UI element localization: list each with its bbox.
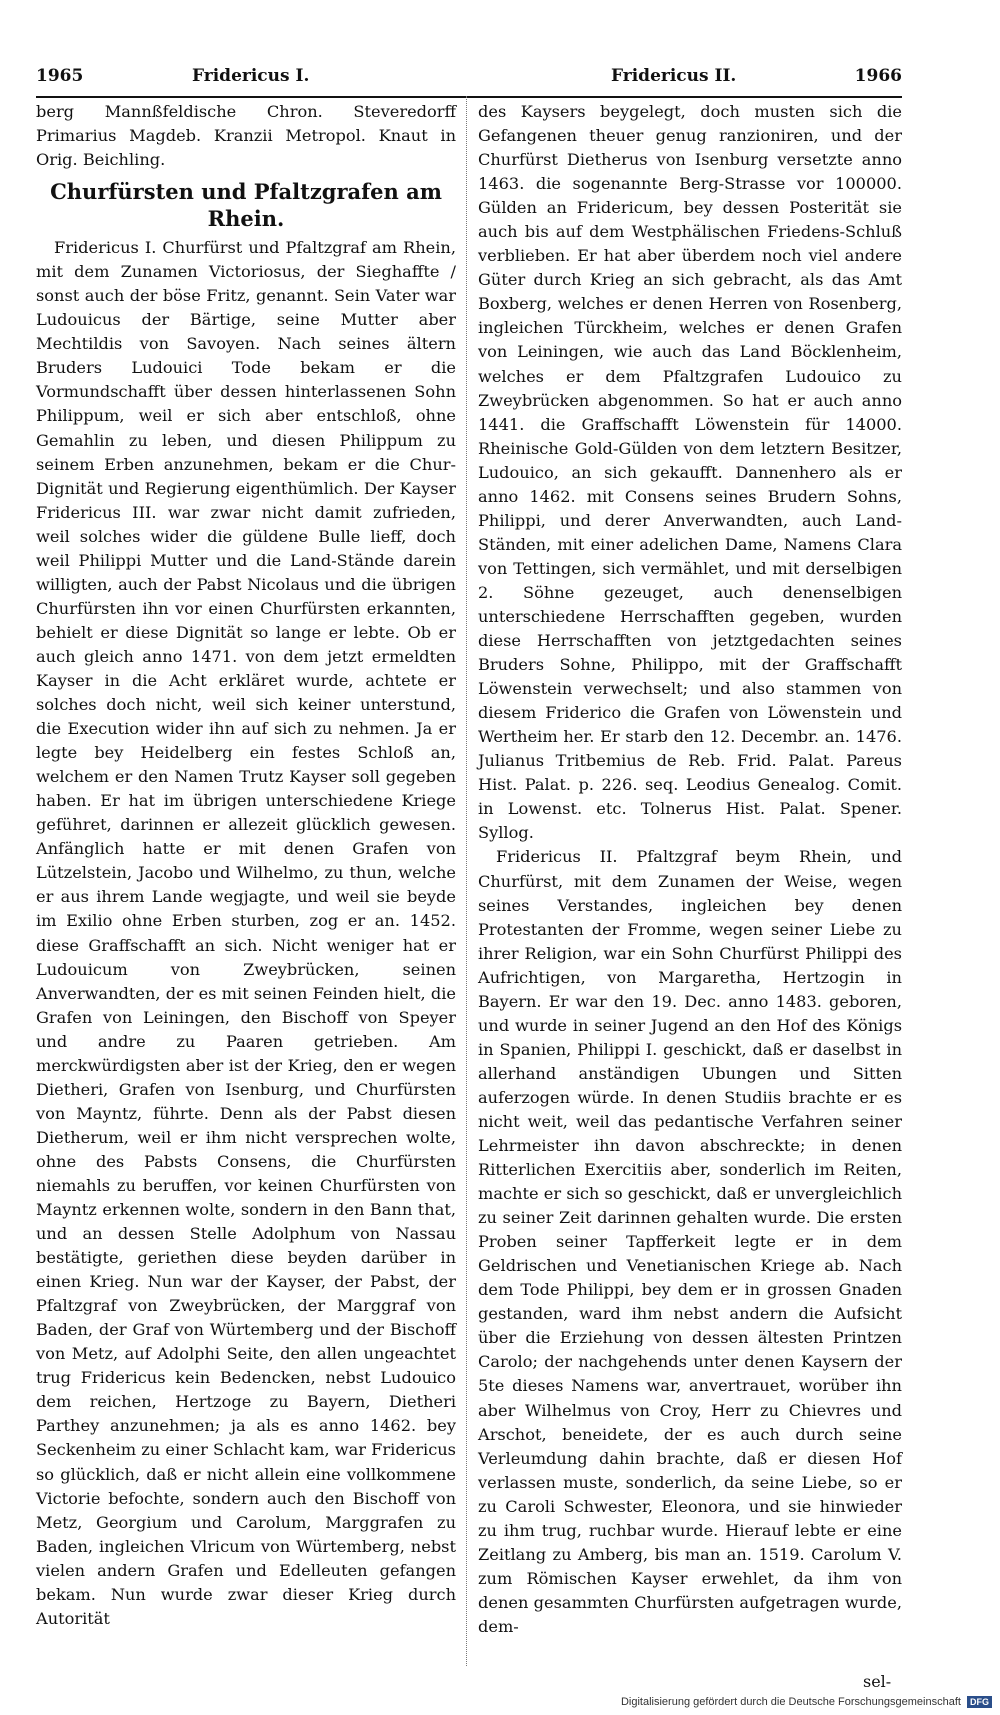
- page-header: [36, 62, 902, 98]
- right-paragraph-fridericus-ii: Fridericus II. Pfaltzgraf beym Rhein, und Churfürst, mit dem Zunamen der Weise, wegen seines Verstandes, ingleichen bey denen Protestanten der Fromme, wegen seiner Liebe zu ihrer Religion, war ein Sohn Churfürst Philippi des Aufrichtigen, von Margaretha, Hertzogin in Bayern. Er war den 19. Dec. anno 1483. geboren, und wurde in seiner Jugend an den Hof des Königs in Spanien, Philippi I. geschickt, daß er daselbst in allerhand anständigen Ubungen und Sitten auferzogen würde. In denen Studiis brachte er es nicht weit, weil das pedantische Verfahren seiner Lehrmeister ihn davon abschreckte; in denen Ritterlichen Exercitiis aber, sonderlich im Reiten, machte er sich so geschickt, daß er unvergleichlich zu seiner Zeit darinnen gehalten wurde. Die ersten Proben seiner Tapfferkeit legte er in dem Geldrischen und Venetianischen Kriege ab. Nach dem Tode Philippi, bey dem er in grossen Gnaden gestanden, ward ihm nebst andern die Aufsicht über die Erziehung von dessen ältesten Printzen Carolo; der nachgehends unter denen Kaysern der 5te dieses Namens war, anvertrauet, worüber ihn aber Wilhelmus von Croy, Herr zu Chievres und Arschot, beneidete, der es auch durch seine Verleumdung dahin brachte, daß er diesen Hof verlassen muste, sonderlich, da seine Liebe, so er zu Caroli Schwester, Eleonora, und sie hinwieder zu ihm trug, ruchbar wurde. Hierauf lebte er eine Zeitlang zu Amberg, bis man an. 1519. Carolum V. zum Römischen Kayser erwehlet, da ihm von denen gesammten Churfürsten aufgetragen wurde, dem-: [478, 847, 902, 1636]
- left-intro-text: berg Mannßfeldische Chron. Steveredorff Primarius Magdeb. Kranzii Metropol. Knaut in Orig. Beichling.: [36, 102, 456, 170]
- digitization-footer: [621, 1696, 992, 1708]
- left-column: [36, 100, 456, 1631]
- section-heading: Churfürsten und Pfaltzgrafen am Rhein.: [50, 179, 442, 232]
- footer-credit: Digitalisierung gefördert durch die Deutsche Forschungsgemeinschaft: [620, 1696, 961, 1708]
- left-paragraph: Fridericus I. Churfürst und Pfaltzgraf am Rhein, mit dem Zunamen Victoriosus, der Sieghaffte / sonst auch der böse Fritz, genannt. Sein Vater war Ludouicus der Bärtige, seine Mutter aber Mechtildis von Savoyen. Nach seines ältern Bruders Ludouici Tode bekam er die Vormundschafft über dessen hinterlassenen Sohn Philippum, weil er sich aber entschloß, ohne Gemahlin zu leben, und diesen Philippum zu seinem Erben anzunehmen, bekam er die Chur-Dignität und Regierung eigenthümlich. Der Kayser Fridericus III. war zwar nicht damit zufrieden, weil solches wider die güldene Bulle lieff, doch weil Philippi Mutter und die Land-Stände darein willigten, auch der Pabst Nicolaus und die übrigen Churfürsten ihn vor einen Churfürsten erkannten, behielt er diese Dignität so lange er lebte. Ob er auch gleich anno 1471. von dem jetzt ermeldten Kayser in die Acht erkläret wurde, achtete er solches doch nicht, weil sich keiner unterstund, die Execution wider ihn auf sich zu nehmen. Ja er legte bey Heidelberg ein festes Schloß an, welchem er den Namen Trutz Kayser soll gegeben haben. Er hat im übrigen unterschiedene Kriege geführet, darinnen er allezeit glücklich gewesen. Anfänglich hatte er mit denen Grafen von Lützelstein, Jacobo und Wilhelmo, zu thun, welche er aus ihrem Lande wegjagte, und weil sie beyde im Exilio ohne Erben sturben, zog er an. 1452. diese Graffschafft an sich. Nicht weniger hat er Ludouicum von Zweybrücken, seinen Anverwandten, der es mit seinen Feinden hielt, die Grafen von Leiningen, den Bischoff von Speyer und andre zu Paaren getrieben. Am merckwürdigsten aber ist der Krieg, den er wegen Dietheri, Grafen von Isenburg, und Churfürsten von Mayntz, führte. Denn als der Pabst diesen Dietherum, weil er ihm nicht versprechen wolte, ohne des Pabsts Consens, die Churfürsten niemahls zu beruffen, vor keinen Churfürsten von Mayntz erkennen wolte, sondern in den Bann that, und an dessen Stelle Adolphum von Nassau bestätigte, geriethen diese beyden darüber in einen Krieg. Nun war der Kayser, der Pabst, der Pfaltzgraf von Zweybrücken, der Marggraf von Baden, der Graf von Würtemberg und der Bischoff von Metz, auf Adolphi Seite, den allen ungeachtet trug Fridericus kein Bedencken, nebst Ludouico dem reichen, Hertzoge zu Bayern, Dietheri Parthey anzunehmen; ja als es anno 1462. bey Seckenheim zu einer Schlacht kam, war Fridericus so glücklich, daß er nicht allein eine vollkommene Victorie befochte, sondern auch den Bischoff von Metz, Georgium und Carolum, Marggrafen zu Baden, ingleichen Vlricum von Würtemberg, nebst vielen andern Grafen und Edelleuten gefangen bekam. Nun wurde zwar dieser Krieg durch Autorität: [36, 238, 456, 1628]
- right-paragraph-continued: des Kaysers beygelegt, doch musten sich die Gefangenen theuer genug ranzioniren, und der Churfürst Dietherus von Isenburg versetzte anno 1463. die sogenannte Berg-Strasse vor 100000. Gülden an Fridericum, bey dessen Posterität sie auch bis auf dem Westphälischen Friedens-Schluß verblieben. Er hat aber überdem noch viel andere Güter durch Krieg an sich gebracht, als das Amt Boxberg, welches er denen Herren von Rosenberg, ingleichen Türckheim, welches er denen Grafen von Leiningen, wie auch das Land Böcklenheim, welches er dem Pfaltzgrafen Ludouico zu Zweybrücken abgenommen. So hat er auch anno 1441. die Graffschafft Löwenstein für 14000. Rheinische Gold-Gülden von dem letztern Besitzer, Ludouico, an sich gekaufft. Dannenhero als er anno 1462. mit Consens seines Brudern Sohns, Philippi, und derer Anverwandten, auch Land-Ständen, mit einer adelichen Dame, Namens Clara von Tettingen, sich vermählet, und mit derselbigen 2. Söhne gezeuget, auch denenselbigen unterschiedene Herrschafften gegeben, wurden diese Herrschafften von jetztgedachten seines Bruders Sohne, Philippo, mit der Graffschafft Löwenstein verwechselt; und also stammen von diesem Friderico die Grafen von Löwenstein und Wertheim her. Er starb den 12. Decembr. an. 1476. Julianus Tritbemius de Reb. Frid. Palat. Pareus Hist. Palat. p. 226. seq. Leodius Genealog. Comit. in Lowenst. etc. Tolnerus Hist. Palat. Spener. Syllog.: [478, 102, 902, 843]
- page-number-left: 1965: [36, 66, 84, 86]
- column-divider: [466, 96, 467, 1666]
- running-title-left: Fridericus I.: [192, 66, 310, 86]
- page-number-right: 1966: [854, 66, 902, 86]
- dfg-logo-icon: DFG: [967, 1696, 992, 1708]
- running-title-right: Fridericus II.: [611, 66, 737, 86]
- right-column: [478, 100, 902, 1639]
- header-rule: [36, 96, 902, 98]
- catchword: sel-: [863, 1672, 892, 1691]
